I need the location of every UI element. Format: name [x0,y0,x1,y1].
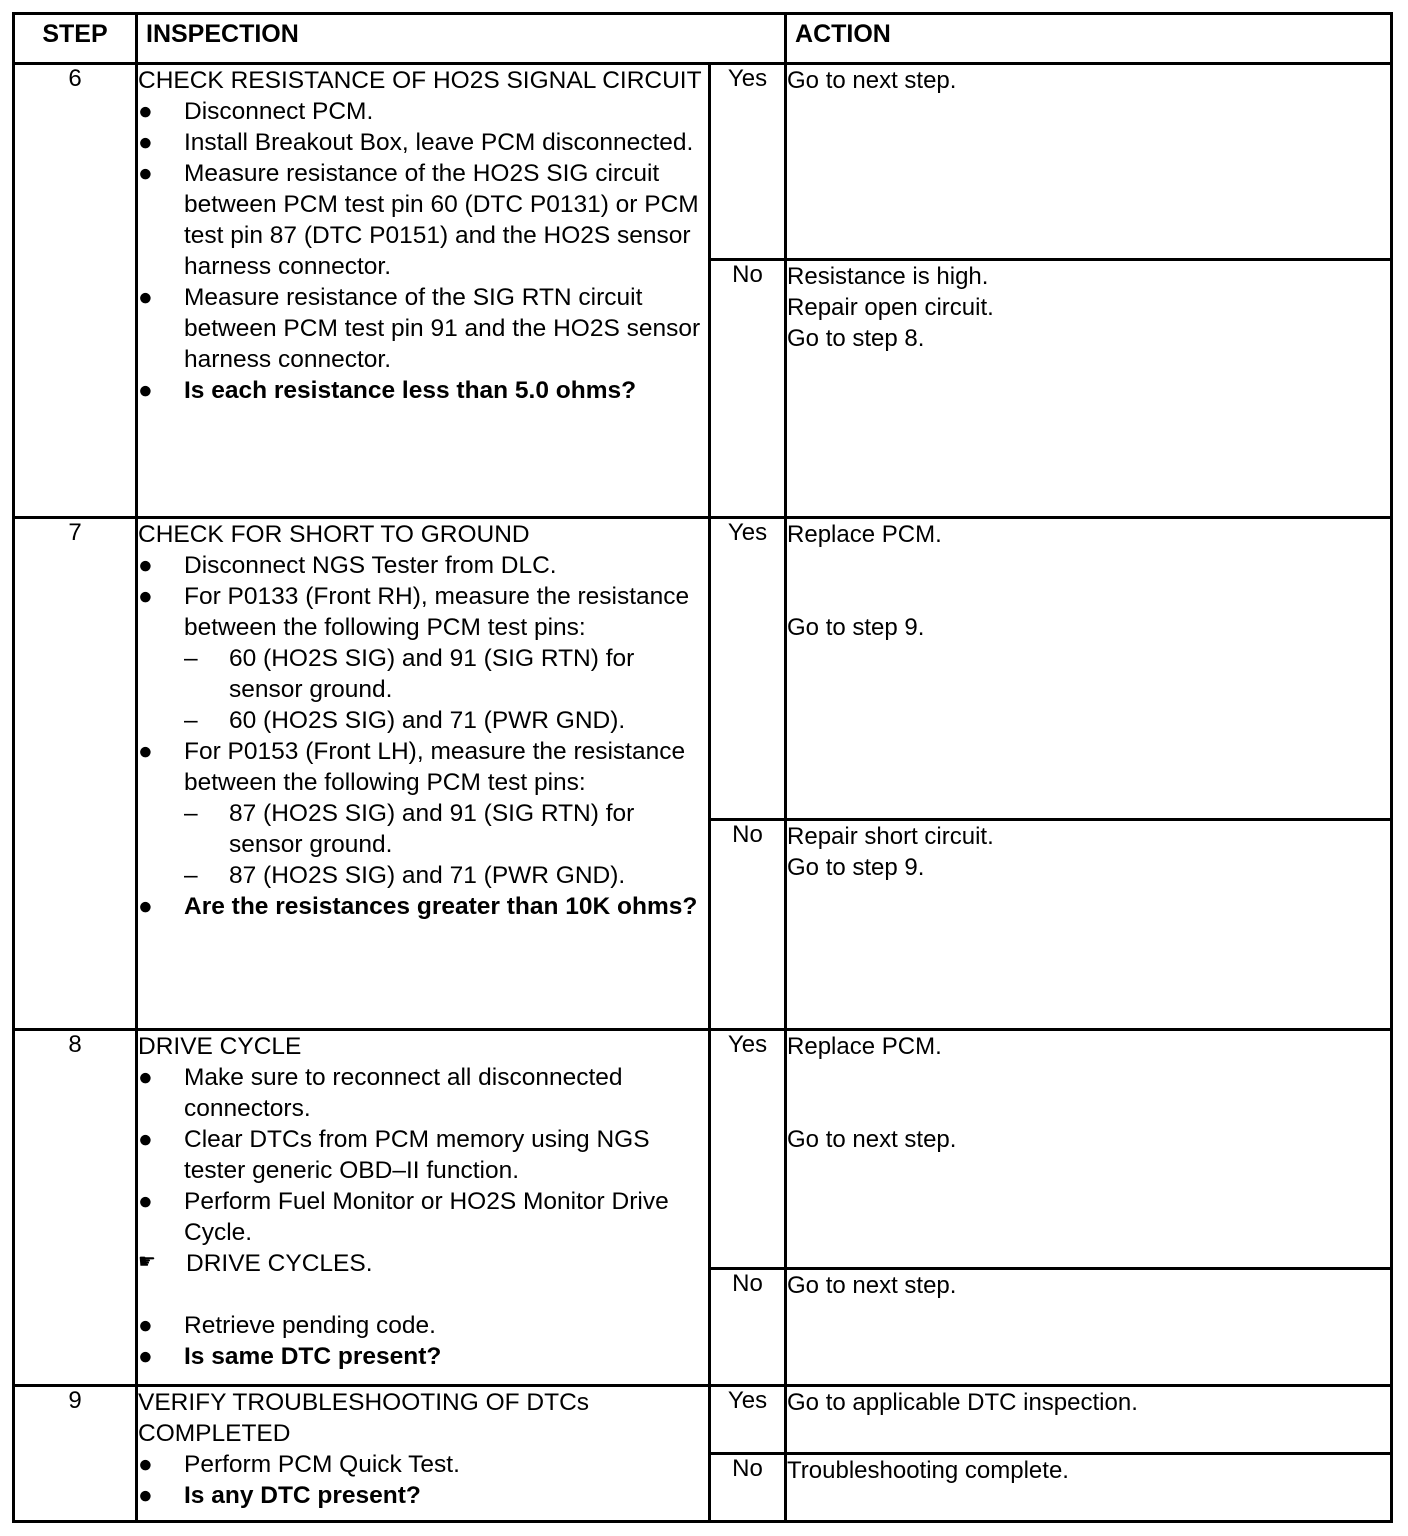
list-item: ● For P0133 (Front RH), measure the resistance between the following PCM test pins: – 60 (HO2S SIG) and 91 (SIG RTN) for sensor ground. – 60 (HO2S SIG) and 71 (PWR GND). [138,581,708,736]
step-6-inspection [137,64,710,518]
step-title: DRIVE CYCLE [138,1033,302,1060]
list-item: ● Retrieve pending code. [138,1312,436,1339]
yes-action: Go to next step. [786,64,1392,260]
inspection-column-header: INSPECTION [137,14,786,64]
sub-list-item: – 60 (HO2S SIG) and 91 (SIG RTN) for sensor ground. [184,645,635,703]
list-item: ● Disconnect NGS Tester from DLC. [138,552,557,579]
reference-text: DRIVE CYCLES. [186,1250,373,1277]
yes-label: Yes [710,518,786,820]
action-column-header: ACTION [786,14,1392,64]
no-action: Repair short circuit. Go to step 9. [786,820,1392,1030]
step-column-header: STEP [14,14,137,64]
list-item: ● Disconnect PCM. [138,98,374,125]
step-number: 6 [14,64,137,518]
no-action: Go to next step. [786,1269,1392,1386]
step-title: VERIFY TROUBLESHOOTING OF DTCs COMPLETED [138,1389,590,1447]
yes-label: Yes [710,1030,786,1269]
step-number: 8 [14,1030,137,1386]
step-6-yes-row [14,64,1392,260]
list-item: ● Measure resistance of the HO2S SIG circuit between PCM test pin 60 (DTC P0131) or PCM test pin 87 (DTC P0151) and the HO2S sensor harness connector. [138,160,699,280]
list-item: ● Measure resistance of the SIG RTN circuit between PCM test pin 91 and the HO2S sensor harness connector. [138,284,701,373]
pointing-hand-icon: ☛ [138,1251,156,1273]
list-item: ● Perform PCM Quick Test. [138,1451,460,1478]
step-8-inspection [137,1030,710,1386]
no-label: No [710,260,786,518]
list-item: ● Clear DTCs from PCM memory using NGS tester generic OBD–II function. [138,1126,650,1184]
no-label: No [710,1269,786,1386]
question-item: ● Is same DTC present? [138,1343,442,1370]
step-7-inspection [137,518,710,1030]
step-9-yes-row [14,1386,1392,1454]
question-item: ● Is any DTC present? [138,1482,421,1509]
list-item: ● Install Breakout Box, leave PCM disconnected. [138,129,694,156]
sub-list-item: – 87 (HO2S SIG) and 91 (SIG RTN) for sensor ground. [184,800,635,858]
yes-action: Replace PCM. Go to next step. [786,1030,1392,1269]
step-title: CHECK FOR SHORT TO GROUND [138,521,530,548]
yes-label: Yes [710,64,786,260]
no-label: No [710,1454,786,1522]
table-header-row [14,14,1392,64]
step-title: CHECK RESISTANCE OF HO2S SIGNAL CIRCUIT [138,67,702,94]
step-9-inspection [137,1386,710,1522]
list-item: ● For P0153 (Front LH), measure the resistance between the following PCM test pins: – 87 (HO2S SIG) and 91 (SIG RTN) for sensor ground. – 87 (HO2S SIG) and 71 (PWR GND). [138,736,708,891]
step-7-yes-row [14,518,1392,820]
no-label: No [710,820,786,1030]
no-action: Resistance is high. Repair open circuit. Go to step 8. [786,260,1392,518]
list-item: ● Make sure to reconnect all disconnected connectors. [138,1064,623,1122]
question-item: ● Are the resistances greater than 10K ohms? [138,893,698,920]
reference-note [138,1248,708,1279]
yes-action: Go to applicable DTC inspection. [786,1386,1392,1454]
yes-action: Replace PCM. Go to step 9. [786,518,1392,820]
step-number: 9 [14,1386,137,1522]
question-item: ● Is each resistance less than 5.0 ohms? [138,377,637,404]
inspection-table [12,12,1393,1523]
no-action: Troubleshooting complete. [786,1454,1392,1522]
list-item: ● Perform Fuel Monitor or HO2S Monitor Drive Cycle. [138,1188,669,1246]
sub-list-item: – 60 (HO2S SIG) and 71 (PWR GND). [184,707,626,734]
step-8-yes-row [14,1030,1392,1269]
step-number: 7 [14,518,137,1030]
yes-label: Yes [710,1386,786,1454]
sub-list-item: – 87 (HO2S SIG) and 71 (PWR GND). [184,862,626,889]
